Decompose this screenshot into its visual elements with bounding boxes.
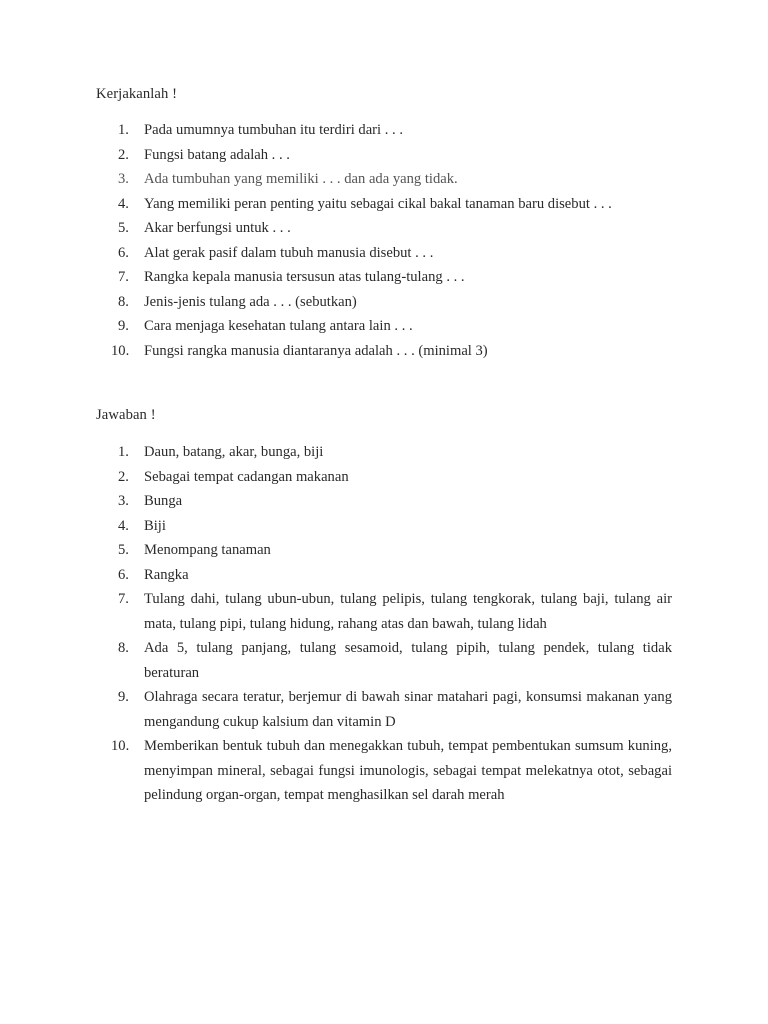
answer-item — [96, 514, 672, 539]
question-number: 9. — [118, 318, 129, 334]
answer-number: 5. — [118, 542, 129, 558]
answer-number: 6. — [118, 566, 129, 583]
questions-heading: Kerjakanlah ! — [96, 86, 178, 102]
question-item — [96, 143, 672, 168]
question-item — [96, 265, 672, 290]
answer-number: 9. — [118, 689, 129, 705]
answer-number: 7. — [118, 591, 129, 607]
answer-item — [96, 489, 672, 514]
answer-item — [96, 538, 672, 563]
question-text: Fungsi rangka manusia diantaranya adalah . . . (minimal 3) — [144, 342, 488, 359]
question-text: Ada tumbuhan yang memiliki . . . dan ada yang tidak. — [144, 171, 458, 187]
answer-number: 2. — [118, 468, 129, 485]
question-text: Akar berfungsi untuk . . . — [144, 220, 291, 236]
answer-item — [96, 563, 672, 588]
answer-text: Memberikan bentuk tubuh dan menegakkan tubuh, tempat pembentukan sumsum kuning, menyimpan mineral, sebagai fungsi imunologis, sebagai tempat melekatnya otot, sebagai pelindung organ-organ, tempat menghasilkan sel darah merah — [144, 738, 672, 803]
answer-item — [96, 685, 672, 734]
question-number: 4. — [118, 195, 129, 212]
answer-text: Menompang tanaman — [144, 542, 271, 558]
question-text: Rangka kepala manusia tersusun atas tulang-tulang . . . — [144, 269, 465, 285]
question-number: 10. — [111, 342, 130, 359]
answer-text: Olahraga secara teratur, berjemur di bawah sinar matahari pagi, konsumsi makanan yang mengandung cukup kalsium dan vitamin D — [144, 689, 672, 730]
answer-number: 10. — [111, 738, 130, 754]
question-number: 5. — [118, 220, 129, 236]
question-item — [96, 192, 672, 217]
question-item — [96, 118, 672, 143]
question-text: Jenis-jenis tulang ada . . . (sebutkan) — [144, 293, 357, 310]
answer-item — [96, 465, 672, 490]
answer-number: 3. — [118, 493, 129, 509]
answer-item — [96, 636, 672, 685]
answer-text: Bunga — [144, 493, 183, 509]
question-item — [96, 290, 672, 315]
answer-number: 4. — [118, 517, 129, 534]
answer-number: 1. — [118, 444, 129, 460]
answers-list — [96, 440, 672, 808]
question-number: 3. — [118, 171, 129, 187]
question-text: Pada umumnya tumbuhan itu terdiri dari . . . — [144, 122, 403, 138]
question-item — [96, 241, 672, 266]
question-text: Fungsi batang adalah . . . — [144, 146, 290, 163]
answer-text: Tulang dahi, tulang ubun-ubun, tulang pelipis, tulang tengkorak, tulang baji, tulang air mata, tulang pipi, tulang hidung, rahang atas dan bawah, tulang lidah — [144, 591, 672, 632]
questions-list — [96, 118, 672, 363]
question-item — [96, 339, 672, 364]
question-number: 7. — [118, 269, 129, 285]
question-number: 1. — [118, 122, 129, 138]
question-number: 2. — [118, 146, 129, 163]
answer-number: 8. — [118, 640, 129, 656]
answer-text: Daun, batang, akar, bunga, biji — [144, 444, 324, 460]
answer-item — [96, 734, 672, 808]
question-number: 6. — [118, 244, 129, 261]
answer-item — [96, 587, 672, 636]
question-number: 8. — [118, 293, 129, 310]
answer-text: Ada 5, tulang panjang, tulang sesamoid, tulang pipih, tulang pendek, tulang tidak beraturan — [144, 640, 672, 681]
question-item — [96, 216, 672, 241]
question-item — [96, 314, 672, 339]
question-text: Cara menjaga kesehatan tulang antara lain . . . — [144, 318, 413, 334]
answer-text: Sebagai tempat cadangan makanan — [144, 468, 349, 485]
question-text: Alat gerak pasif dalam tubuh manusia disebut . . . — [144, 244, 434, 261]
question-item — [96, 167, 672, 192]
answers-heading: Jawaban ! — [96, 407, 156, 423]
question-text: Yang memiliki peran penting yaitu sebagai cikal bakal tanaman baru disebut . . . — [144, 195, 612, 212]
answer-text: Biji — [144, 517, 166, 534]
answer-item — [96, 440, 672, 465]
answer-text: Rangka — [144, 566, 189, 583]
